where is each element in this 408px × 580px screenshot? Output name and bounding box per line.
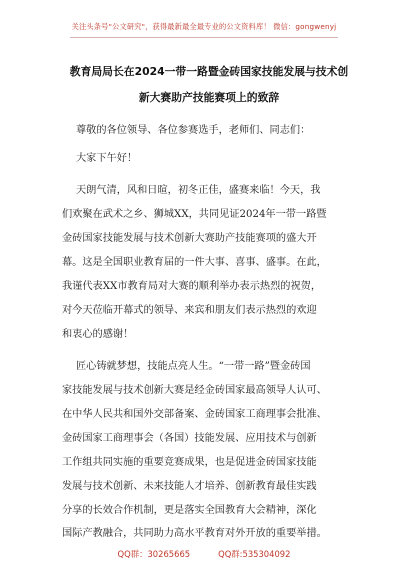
greeting: 大家下午好！ xyxy=(76,153,138,164)
paragraph-1-line: 幕。这是全国职业教育届的一件大事、喜事、盛事。在此， xyxy=(62,257,327,268)
document-title-line-1: 教育局局长在2024一带一路暨金砖国家技能发展与技术创 xyxy=(69,65,349,78)
paragraph-1-line: 天朗气清，风和日暄，初冬正佳，盛赛来临！今天，我 xyxy=(76,185,321,196)
paragraph-2-line: 匠心铸就梦想，技能点亮人生。“一带一路”暨金砖国 xyxy=(76,361,311,372)
paragraph-1-line: 金砖国家技能发展与技术创新大赛助产技能赛项的盛大开 xyxy=(62,233,317,244)
header-divider xyxy=(70,37,338,38)
paragraph-2-line: 工作组共同实施的重要竞赛成果，也是促进金砖国家技能 xyxy=(62,457,317,468)
footer-qq-group-2: QQ群:535304092 xyxy=(218,549,291,559)
salutation: 尊敬的各位领导、各位参赛选手，老师们、同志们： xyxy=(76,125,311,136)
paragraph-1-line: 们欢聚在武术之乡、狮城XX，共同见证2024年一带一路暨 xyxy=(62,209,327,220)
footer-contact xyxy=(0,548,408,560)
document-title-line-2: 新大赛助产技能赛项上的致辞 xyxy=(138,91,280,104)
header-promo-note: 关注头条号"公文研究"，获得最新最全最专业的公文资料库！ 微信：gongwenyj xyxy=(71,22,337,31)
paragraph-2-line: 发展与技术创新、未来技能人才培养、创新教育最佳实践 xyxy=(62,481,317,492)
paragraph-1-line: 和衷心的感谢！ xyxy=(62,329,134,340)
paragraph-2-line: 家技能发展与技术创新大赛是经金砖国家最高领导人认可、 xyxy=(62,385,327,396)
paragraph-2-line: 金砖国家工商理事会（各国）技能发展、应用技术与创新 xyxy=(62,433,317,444)
paragraph-1-line: 对今天莅临开幕式的领导、来宾和朋友们表示热烈的欢迎 xyxy=(62,305,317,316)
footer-qq-group-1: QQ群：30265665 xyxy=(117,549,191,559)
paragraph-2-line: 国际产教融合，共同助力高水平教育对外开放的重要举措。 xyxy=(62,528,327,539)
paragraph-1-line: 我谨代表XX市教育局对大赛的顺利举办表示热烈的祝贺， xyxy=(62,281,322,292)
paragraph-2-line: 在中华人民共和国外交部备案、金砖国家工商理事会批准、 xyxy=(62,409,327,420)
paragraph-2-line: 分享的长效合作机制，更是落实全国教育大会精神，深化 xyxy=(62,505,317,516)
